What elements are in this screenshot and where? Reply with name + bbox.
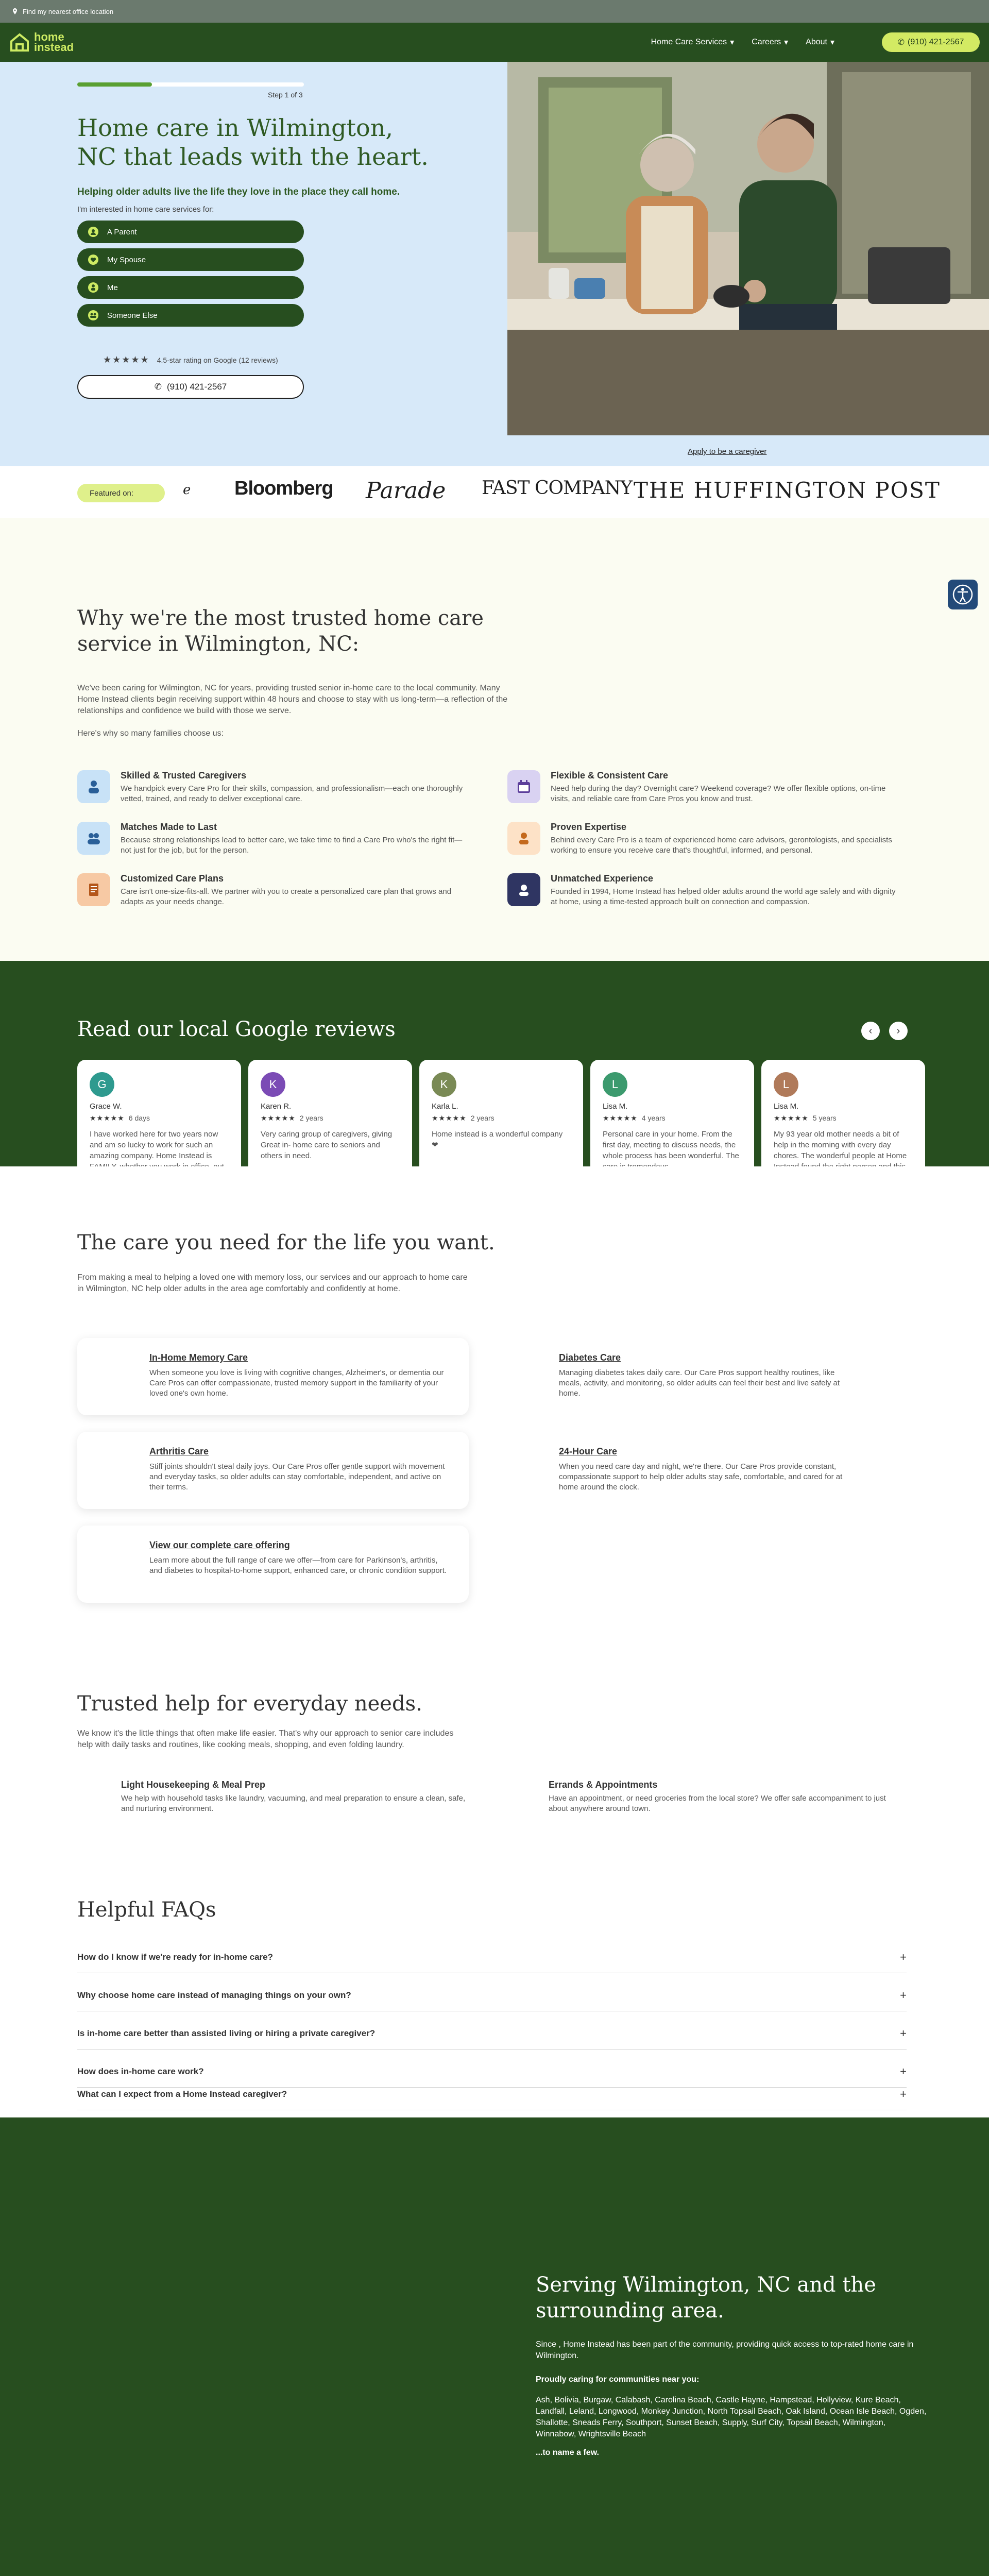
review-age: 2 years [299,1114,323,1122]
review-text: Very caring group of caregivers, giving Great in- home care to seniors and others in need. [261,1130,393,1160]
service-area-section [0,2117,989,2576]
caregiver-icon [77,770,110,803]
accessibility-button[interactable] [948,580,978,609]
nav-careers[interactable] [752,37,788,47]
faq-item[interactable] [77,2018,907,2049]
review-stars: ★★★★★ [432,1114,467,1122]
review-text: Home instead is a wonderful company ❤ [432,1130,563,1149]
press-logo-bloomberg: Bloomberg [234,478,333,499]
press-logo-parade: Parade [366,478,446,504]
logo-house-icon [9,32,30,53]
trusted-section [0,518,989,961]
faq-question: What can I expect from a Home Instead caregiver? [77,2089,287,2099]
hero-section [0,62,989,466]
parent-icon [88,226,99,238]
service-card-desc: Managing diabetes takes daily care. Our Care Pros support healthy routines, like meals, activity, and monitoring, so older adults can feel their best and live safely at home. [559,1368,840,1398]
reviewer-name: Karen R. [261,1102,292,1111]
faq-item[interactable] [77,1979,907,2011]
featured-badge [77,484,165,502]
plus-icon: + [900,2087,907,2100]
calendar-icon [507,770,540,803]
feature-matches [77,822,469,863]
feature-desc: Founded in 1994, Home Instead has helped older adults around the world age safely and with dignity at home, using a time-tested approach built on connection and compassion. [551,887,896,906]
reviewer-avatar: K [432,1072,456,1097]
rating-text: 4.5-star rating on Google (12 reviews) [157,355,278,364]
everyday-needs-section [0,1687,989,1888]
hero-title: Home care in Wilmington, NC that leads with the heart. [77,114,429,171]
faq-title: Helpful FAQs [77,1898,216,1922]
service-card-memory-care[interactable] [77,1338,469,1415]
nav-phone-label: (910) 421-2567 [907,38,964,46]
chevron-right-icon: › [896,1025,900,1037]
feature-desc: Care isn't one-size-fits-all. We partner with you to create a personalized care plan that grows and adapts as your needs change. [121,887,452,906]
logo-text-home: home [34,30,64,43]
nav-about[interactable] [806,37,834,47]
review-age: 4 years [641,1114,666,1122]
service-card-title[interactable]: 24-Hour Care [559,1446,618,1456]
review-stars: ★★★★★ [774,1114,809,1122]
review-text: My 93 year old mother needs a bit of help in the morning with every day chores. The wonderful people at Home [774,1130,907,1160]
service-card-diabetes-care[interactable] [492,1338,883,1415]
logo-text-instead: instead [34,41,74,54]
option-label: Me [107,283,118,292]
services-lead: From making a meal to helping a loved one with memory loss, our services and our approach to home care in Wilmington, NC help older adults in the area age comfortably and confidently at home. [77,1273,468,1293]
hero-photo-illustration [507,62,989,435]
hero-phone-label: (910) 421-2567 [166,382,227,392]
option-label: Someone Else [107,311,158,320]
service-area-heading: Proudly caring for communities near you: [536,2375,700,2384]
accessibility-icon [952,584,974,605]
option-me-button[interactable] [77,276,304,299]
option-label: My Spouse [107,255,146,264]
service-area-communities: Ash, Bolivia, Burgaw, Calabash, Carolina Beach, Castle Hayne, Hampstead, Hollyview, Kure Beach, Landfall, Leland, Longwood, Monkey Junction, North Topsail Beach, Oak Island, Ocean Isle Beach, Ogden, Shallotte, Sneads Ferry, Southport, Sunset Beach, Supply, Surf City, Topsail Beach, Wilmington, Winnabow, Wrightsville Beach [536,2396,927,2438]
option-my-spouse-button[interactable] [77,248,304,271]
everyday-item-desc: We help with household tasks like laundry, vacuuming, and meal preparation to ensure a clean, safe, and nurturing environment. [121,1794,466,1813]
service-card-24-hour-care[interactable] [492,1432,883,1509]
service-card-title[interactable]: View our complete care offering [149,1540,290,1550]
service-card-complete-offering[interactable] [77,1526,469,1603]
option-label: A Parent [107,227,137,236]
step-indicator: Step 1 of 3 [268,91,303,99]
nav-link-label: About [806,38,827,46]
everyday-title: Trusted help for everyday needs. [77,1692,422,1716]
feature-title: Customized Care Plans [121,873,224,884]
service-card-desc: When someone you love is living with cognitive changes, Alzheimer's, or dementia our Care Pros can offer compassionate, trusted memory support in the familiarity of your loved one's own home. [149,1368,444,1398]
plus-icon: + [900,2026,907,2040]
press-logo-huffington-post: THE HUFFINGTON POST [634,478,941,503]
feature-title: Proven Expertise [551,822,627,832]
plus-icon: + [900,1950,907,1963]
feature-desc: Need help during the day? Overnight care? Weekend coverage? We offer flexible options, on-time visits, and reliable care from Care Pros you know and trust. [551,784,886,803]
services-title: The care you need for the life you want. [77,1231,495,1255]
feature-experience [507,873,899,914]
faq-item[interactable] [77,2078,907,2110]
reviewer-avatar: L [603,1072,627,1097]
faq-question: How do I know if we're ready for in-home care? [77,1952,274,1962]
reviewer-name: Karla L. [432,1102,458,1111]
featured-label: Featured on: [90,488,134,498]
hero-photo-caregivers [507,62,989,435]
feature-title: Matches Made to Last [121,822,217,832]
everyday-item-desc: Have an appointment, or need groceries from the local store? We offer safe accompaniment to just about anywhere around town. [549,1794,886,1813]
service-card-desc: When you need care day and night, we're there. Our Care Pros provide constant, compassionate support to help older adults stay safe, comfortable, and cared for at home around the clock. [559,1462,843,1492]
everyday-item-title: Errands & Appointments [549,1780,658,1790]
reviewer-name: Grace W. [90,1102,122,1111]
step-progress-bar [77,82,304,87]
feature-flexible-care [507,770,899,811]
reviews-next-button[interactable] [889,1022,908,1040]
trust-why: Here's why so many families choose us: [77,729,224,738]
faq-item[interactable] [77,1941,907,1973]
service-card-title[interactable]: Arthritis Care [149,1446,209,1456]
feature-expertise [507,822,899,863]
phone-icon: ✆ [897,38,905,47]
trust-lead: We've been caring for Wilmington, NC for years, providing trusted senior in-home care to the local community. Many Home Instead clients begin receiving support within 48 hours and choose to stay with us long-term—a reflection of the relationships and confidence we build with those we serve. [77,684,508,715]
service-card-arthritis-care[interactable] [77,1432,469,1509]
heart-icon [88,254,99,265]
faq-question: Is in-home care better than assisted living or hiring a private caregiver? [77,2028,376,2038]
apply-caregiver-link[interactable]: Apply to be a caregiver [688,447,767,456]
main-nav [0,23,989,62]
service-area-intro: Since , Home Instead has been part of the community, providing quick access to top-rated home care in Wilmington. [536,2340,914,2360]
hero-prompt: I'm interested in home care services for: [77,205,214,214]
service-card-desc: Stiff joints shouldn't steal daily joys. Our Care Pros offer gentle support with movement and everyday tasks, so older adults can stay comfortable, independent, and active on their terms. [149,1462,445,1492]
rating-stars: ★★★★★ [103,354,150,365]
feature-skilled-caregivers [77,770,469,811]
everyday-item-errands [549,1780,904,1814]
review-meta [603,1114,742,1123]
google-rating [103,354,278,365]
review-age: 2 years [470,1114,494,1122]
services-section [0,1166,989,1687]
review-age: 5 years [812,1114,837,1122]
feature-desc: Because strong relationships lead to better care, we take time to find a Care Pro who's the right fit—not just for the job, but for the person. [121,836,463,855]
reviewer-name: Lisa M. [603,1102,628,1111]
feature-title: Flexible & Consistent Care [551,770,669,781]
review-meta [261,1114,400,1123]
press-logo-fast-company: FAST COMPANY [482,478,633,499]
phone-icon: ✆ [154,382,162,392]
review-text: I have worked here for two years now and am so lucky to work for such an amazing company. Home Instead is [90,1130,218,1160]
service-area-title: Serving Wilmington, NC and the surrounding area. [536,2273,876,2323]
location-bar[interactable] [0,0,989,23]
reviews-title: Read our local Google reviews [77,1018,396,1041]
feature-desc: Behind every Care Pro is a team of experienced home care advisors, gerontologists, and specialists working to ensure you receive care that's thoughtful, informed, and personal. [551,836,892,855]
review-text: Personal care in your home. From the first day, meeting to discuss needs, the whole process has been wonderful. The [603,1130,739,1160]
service-card-desc: Learn more about the full range of care we offer—from care for Parkinson's, arthritis, and diabetes to hospital-to-home support, enhanced care, or chronic condition support. [149,1556,447,1575]
nav-home-care-services[interactable] [651,37,735,47]
review-meta [90,1114,229,1123]
location-pin-icon [11,8,19,15]
chevron-down-icon: ▾ [784,38,789,47]
everyday-item-housekeeping [121,1780,476,1814]
faq-question: Why choose home care instead of managing things on your own? [77,1990,351,2000]
feature-title: Skilled & Trusted Caregivers [121,770,247,781]
review-meta [774,1114,913,1123]
everyday-item-title: Light Housekeeping & Meal Prep [121,1780,266,1790]
location-bar-text: Find my nearest office location [23,7,114,15]
experience-icon [507,873,540,906]
service-card-title[interactable]: In-Home Memory Care [149,1352,248,1363]
chevron-left-icon: ‹ [868,1025,873,1037]
hero-subtitle: Helping older adults live the life they love in the place they call home. [77,187,400,197]
review-stars: ★★★★★ [261,1114,296,1122]
service-area-more: ...to name a few. [536,2448,599,2457]
reviewer-avatar: K [261,1072,285,1097]
care-plan-icon [77,873,110,906]
chevron-down-icon: ▾ [830,38,834,47]
expertise-icon [507,822,540,855]
everyday-lead: We know it's the little things that often make life easier. That's why our approach to senior care includes help with daily tasks and routines, like cooking meals, shopping, and even folding laundry. [77,1729,454,1749]
trust-title: Why we're the most trusted home care service in Wilmington, NC: [77,606,484,656]
review-age: 6 days [128,1114,150,1122]
option-someone-else-button[interactable] [77,304,304,327]
step-progress-fill [77,82,152,87]
review-stars: ★★★★★ [603,1114,638,1122]
reviewer-avatar: G [90,1072,114,1097]
hero-call-button[interactable] [77,375,304,399]
match-icon [77,822,110,855]
reviews-prev-button[interactable] [861,1022,880,1040]
plus-icon: + [900,2064,907,2078]
featured-on-strip [0,466,989,518]
faq-question: How does in-home care work? [77,2066,204,2076]
reviewer-name: Lisa M. [774,1102,799,1111]
review-stars: ★★★★★ [90,1114,125,1122]
press-logo-small-icon: ℯ [183,482,191,497]
service-card-title[interactable]: Diabetes Care [559,1352,621,1363]
group-icon [88,310,99,321]
feature-desc: We handpick every Care Pro for their skills, compassion, and professionalism—each one thoroughly vetted, trained, and ready to deliver exceptional care. [121,784,463,803]
nav-call-button[interactable] [882,32,980,52]
reviewer-avatar: L [774,1072,798,1097]
nav-link-label: Home Care Services [651,38,727,46]
review-meta [432,1114,571,1123]
faq-section [0,1888,989,2117]
home-instead-logo[interactable] [9,32,74,53]
person-icon [88,282,99,293]
plus-icon: + [900,1988,907,2002]
chevron-down-icon: ▾ [730,38,735,47]
option-a-parent-button[interactable] [77,221,304,243]
feature-title: Unmatched Experience [551,873,654,884]
feature-care-plans [77,873,469,914]
nav-link-label: Careers [752,38,781,46]
